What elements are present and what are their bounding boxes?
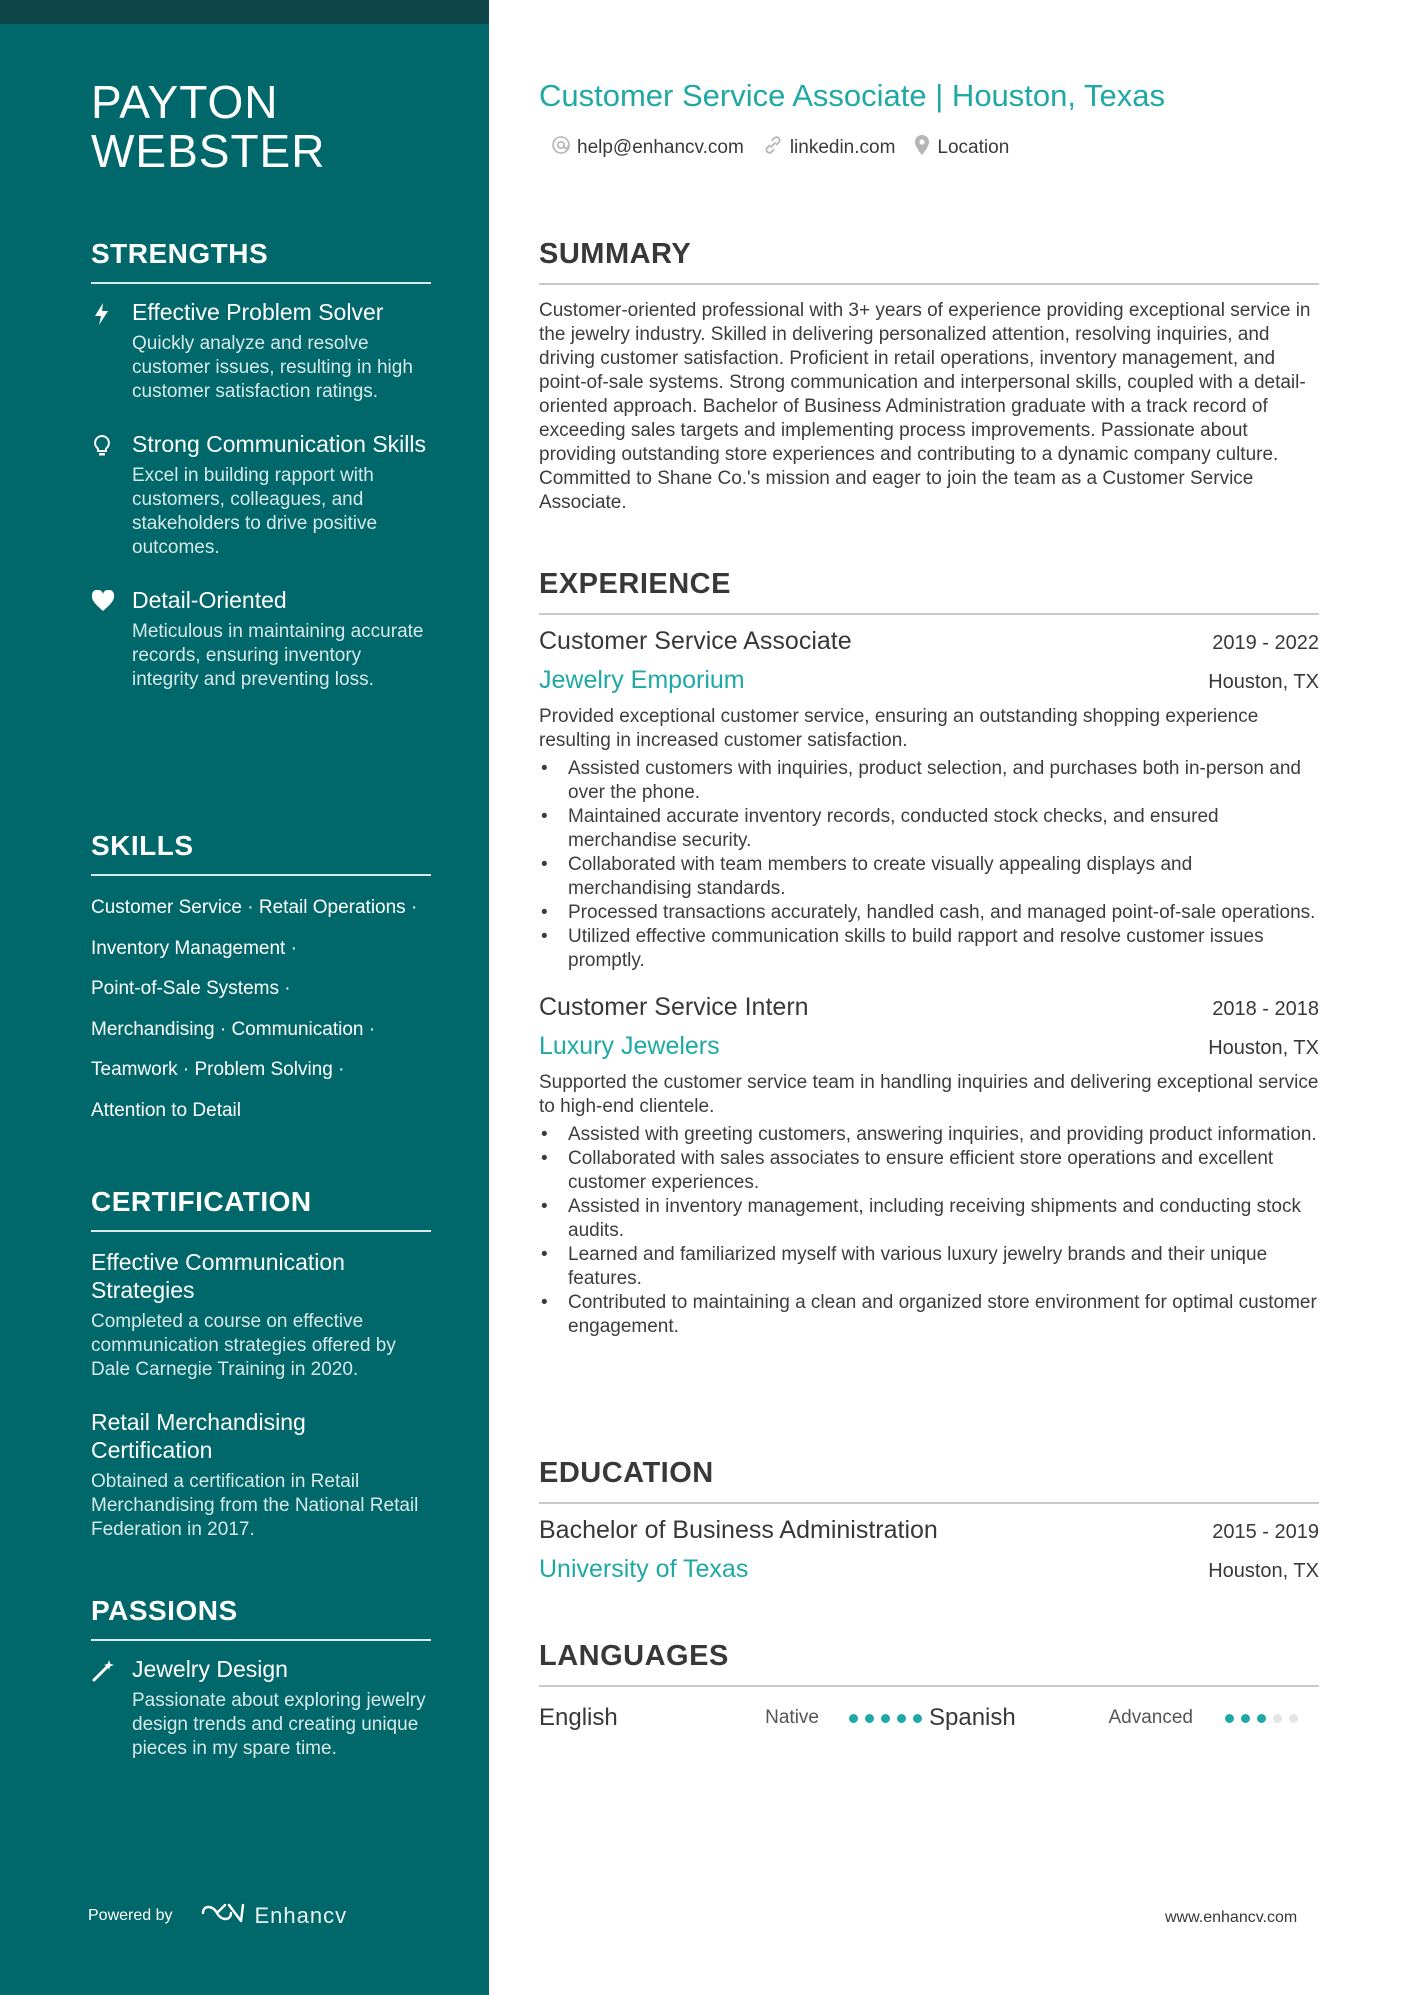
language-item (539, 1704, 929, 1732)
strength-item (91, 430, 431, 560)
strength-title: Detail-Oriented (132, 587, 287, 613)
strengths-section (91, 238, 431, 692)
skills-line: Inventory Management · (91, 937, 297, 959)
strength-desc: Meticulous in maintaining accurate records, ensuring inventory integrity and preventing loss. (132, 621, 424, 690)
education-entry (539, 1516, 1319, 1584)
contact-linkedin[interactable] (762, 135, 896, 161)
skills-line: Merchandising · Communication · (91, 1018, 376, 1040)
certification-desc: Completed a course on effective communication strategies offered by Dale Carnegie Training in 2020. (91, 1311, 396, 1380)
rating-dot-filled (865, 1714, 874, 1723)
job-bullet: • Maintained accurate inventory records, conducted stock checks, and ensured merchandise security. (539, 805, 1319, 853)
certification-desc: Obtained a certification in Retail Merchandising from the National Retail Federation in 2017. (91, 1471, 419, 1540)
job-description: Provided exceptional customer service, ensuring an outstanding shopping experience resulting in increased customer satisfaction. (539, 706, 1259, 751)
footer-url[interactable]: www.enhancv.com (1165, 1909, 1298, 1926)
education-section (539, 1457, 1319, 1584)
headline: Customer Service Associate | Houston, Texas (539, 78, 1166, 113)
certification-title: CERTIFICATION (91, 1186, 431, 1232)
rating-dot-filled (881, 1714, 890, 1723)
sidebar-top-bar (0, 0, 489, 24)
language-rating (1225, 1714, 1305, 1723)
job-bullet: • Collaborated with team members to create visually appealing displays and merchandising standards. (539, 853, 1319, 901)
rating-dot-filled (897, 1714, 906, 1723)
job-dates: 2018 - 2018 (1212, 998, 1319, 1020)
job-bullet: • Assisted in inventory management, including receiving shipments and conducting stock audits. (539, 1195, 1319, 1243)
magic-wand-icon (91, 1659, 113, 1681)
lightbulb-icon (91, 434, 113, 456)
enhancv-logo-icon (199, 1901, 245, 1930)
powered-by-label: Powered by (88, 1906, 173, 1924)
strength-desc: Excel in building rapport with customers, colleagues, and stakeholders to drive positive outcomes. (132, 465, 378, 558)
location-text: Location (937, 137, 1010, 158)
job-location: Houston, TX (1208, 671, 1319, 693)
summary-section (539, 238, 1319, 515)
summary-title: SUMMARY (539, 238, 1319, 285)
rating-dot-filled (1257, 1714, 1266, 1723)
job-dates: 2019 - 2022 (1212, 632, 1319, 654)
rating-dot-filled (913, 1714, 922, 1723)
last-name: WEBSTER (91, 125, 326, 177)
skills-line: Point-of-Sale Systems · (91, 978, 291, 999)
at-icon (551, 135, 577, 161)
job-bullet: • Contributed to maintaining a clean and organized store environment for optimal customer engagement. (539, 1291, 1319, 1339)
skills-title: SKILLS (91, 830, 431, 876)
strength-item (91, 298, 431, 404)
passion-title: Jewelry Design (132, 1656, 288, 1682)
education-dates: 2015 - 2019 (1212, 1521, 1319, 1543)
language-level: Native (765, 1707, 819, 1728)
passions-section (91, 1595, 431, 1761)
certification-name: Effective Communication Strategies (91, 1249, 345, 1303)
skills-line: Attention to Detail (91, 1099, 241, 1121)
summary-text: Customer-oriented professional with 3+ years of experience providing exceptional service in the jewelry industry. Skilled in delivering personalized attention, resolving inquiries, and driving customer satisfaction. Proficient in retail operations, inventory management, and point-of-sale systems. Strong communication and interpersonal skills, coupled with a detail-oriented approach. Bachelor of Business Administration graduate with a track record of exceeding sales targets and implementing process improvements. Passionate about providing outstanding store experiences and contributing to a dynamic company culture. Committed to Shane Co.'s mission and eager to join the team as a Customer Service Associate. (539, 300, 1311, 513)
job-bullet: • Assisted customers with inquiries, product selection, and purchases both in-person and over the phone. (539, 757, 1319, 805)
company-name: Luxury Jewelers (539, 1032, 720, 1060)
language-rating (849, 1714, 929, 1723)
skills-list (91, 888, 431, 1131)
languages-row (539, 1701, 1319, 1735)
language-name: English (539, 1704, 618, 1731)
brand-name: Enhancv (254, 1902, 348, 1928)
job-bullets (539, 1123, 1319, 1339)
experience-title: EXPERIENCE (539, 568, 1319, 615)
company-name: Jewelry Emporium (539, 666, 745, 694)
job-bullet: • Processed transactions accurately, handled cash, and managed point-of-sale operations. (539, 901, 1319, 925)
email-text: help@enhancv.com (577, 137, 744, 158)
job-bullet: • Learned and familiarized myself with various luxury jewelry brands and their unique features. (539, 1243, 1319, 1291)
job-bullet: • Utilized effective communication skills to build rapport and resolve customer issues promptly. (539, 925, 1319, 973)
education-title: EDUCATION (539, 1457, 1319, 1504)
strengths-title: STRENGTHS (91, 238, 431, 284)
certification-item (91, 1248, 431, 1382)
certification-name: Retail Merchandising Certification (91, 1409, 306, 1463)
job-title: Customer Service Associate (539, 627, 852, 655)
job-bullet: • Assisted with greeting customers, answering inquiries, and providing product information. (539, 1123, 1319, 1147)
link-icon (762, 135, 790, 161)
strength-item (91, 586, 431, 692)
job-title: Customer Service Intern (539, 993, 809, 1021)
contact-email[interactable] (551, 135, 744, 161)
contact-bar (551, 134, 1027, 162)
linkedin-text: linkedin.com (789, 137, 896, 158)
education-location: Houston, TX (1208, 1560, 1319, 1582)
powered-by (88, 1901, 347, 1930)
language-level: Advanced (1108, 1707, 1193, 1728)
heart-icon (91, 590, 113, 612)
language-name: Spanish (929, 1704, 1016, 1731)
sidebar (0, 0, 489, 1995)
school-name: University of Texas (539, 1555, 749, 1583)
job-location: Houston, TX (1208, 1037, 1319, 1059)
passion-desc: Passionate about exploring jewelry design trends and creating unique pieces in my spare time. (132, 1690, 426, 1759)
job-bullets (539, 757, 1319, 973)
language-item (929, 1704, 1319, 1732)
languages-section (539, 1640, 1319, 1735)
certification-item (91, 1408, 431, 1542)
candidate-name (91, 78, 325, 176)
contact-location (913, 134, 1009, 162)
job-description: Supported the customer service team in handling inquiries and delivering exceptional service to high-end clientele. (539, 1072, 1319, 1117)
degree: Bachelor of Business Administration (539, 1516, 938, 1544)
skills-line: Customer Service · Retail Operations · (91, 897, 418, 918)
rating-dot-filled (1241, 1714, 1250, 1723)
passions-title: PASSIONS (91, 1595, 431, 1641)
job-entry (539, 627, 1319, 973)
rating-dot-filled (849, 1714, 858, 1723)
rating-dot-empty (1273, 1714, 1282, 1723)
skills-line: Teamwork · Problem Solving · (91, 1059, 345, 1080)
lightning-bolt-icon (91, 302, 113, 324)
passion-item (91, 1655, 431, 1761)
first-name: PAYTON (91, 76, 279, 128)
skills-section (91, 830, 431, 1131)
strength-title: Strong Communication Skills (132, 431, 427, 457)
experience-section (539, 568, 1319, 1339)
strength-desc: Quickly analyze and resolve customer issues, resulting in high customer satisfaction ratings. (132, 333, 413, 402)
languages-title: LANGUAGES (539, 1640, 1319, 1687)
job-entry (539, 993, 1319, 1339)
location-pin-icon (913, 134, 937, 162)
certification-section (91, 1186, 431, 1542)
strength-title: Effective Problem Solver (132, 299, 384, 325)
rating-dot-filled (1225, 1714, 1234, 1723)
job-bullet: • Collaborated with sales associates to ensure efficient store operations and excellent customer experiences. (539, 1147, 1319, 1195)
rating-dot-empty (1289, 1714, 1298, 1723)
